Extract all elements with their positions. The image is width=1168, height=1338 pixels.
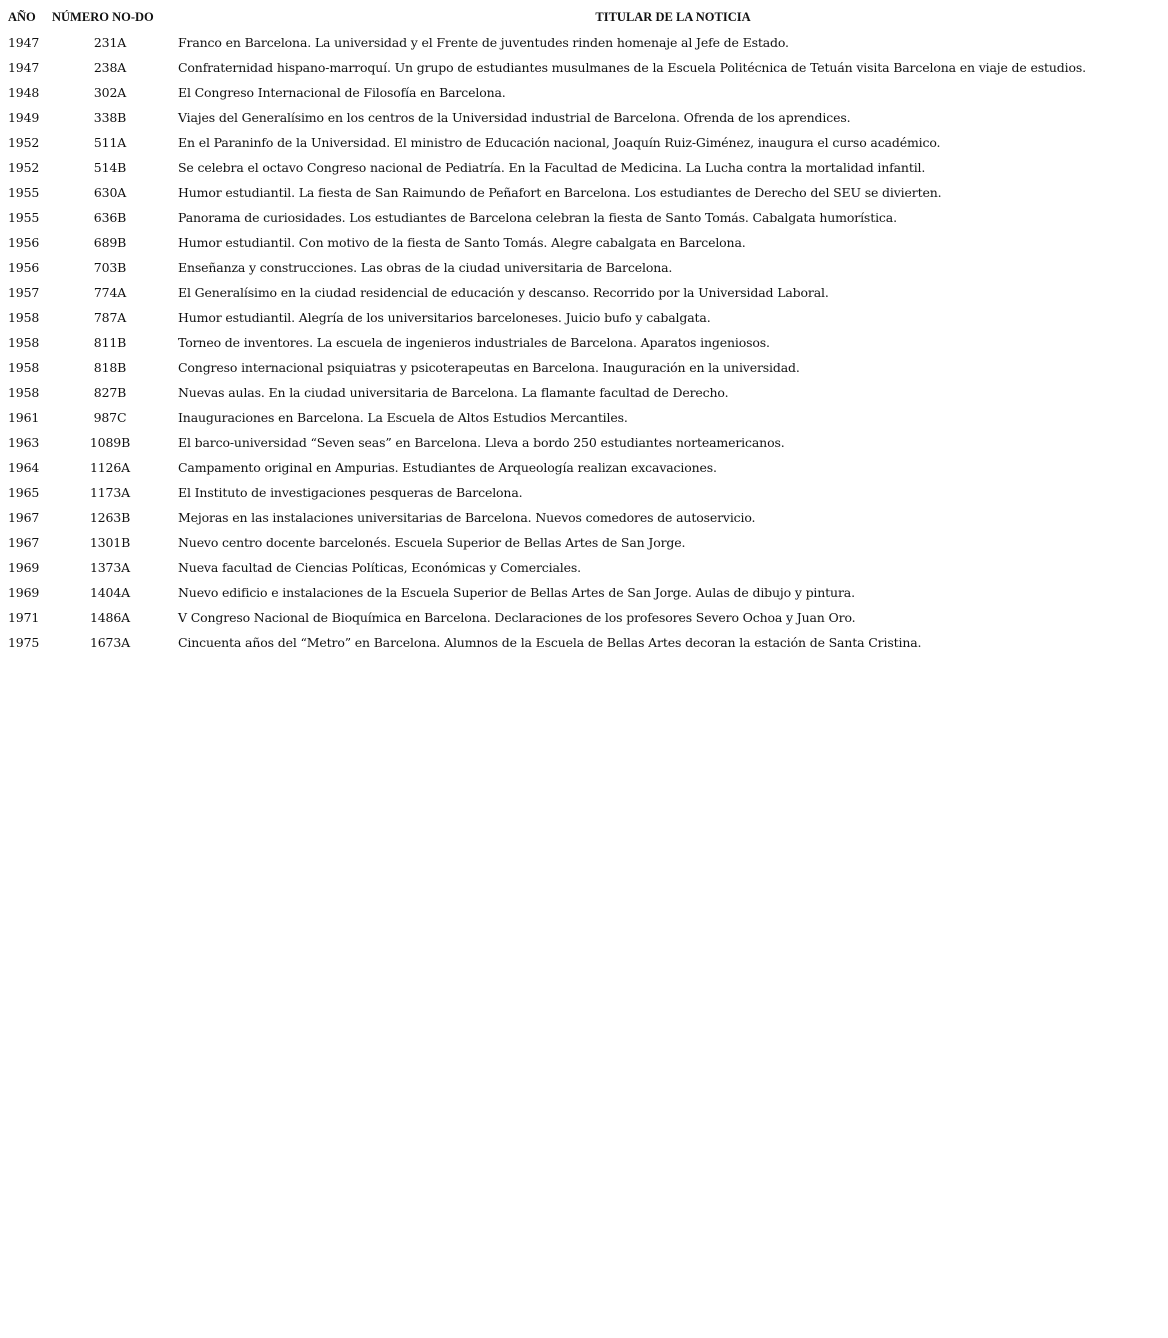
cell-number: 302A	[93, 85, 127, 100]
table-row	[0, 355, 1168, 380]
cell-year: 1961	[8, 410, 40, 425]
cell-number: 1126A	[89, 460, 131, 475]
cell-number: 1089B	[89, 435, 131, 450]
cell-number: 630A	[93, 185, 127, 200]
cell-year: 1956	[8, 260, 40, 275]
table-row	[0, 155, 1168, 180]
cell-year: 1957	[8, 285, 40, 300]
cell-year: 1967	[8, 510, 40, 525]
cell-year: 1958	[8, 310, 40, 325]
table-row	[0, 105, 1168, 130]
table-row	[0, 205, 1168, 230]
cell-number: 511A	[93, 135, 127, 150]
cell-year: 1958	[8, 335, 40, 350]
cell-number: 1263B	[89, 510, 131, 525]
cell-title: Nuevo centro docente barcelonés. Escuela Superior de Bellas Artes de San Jorge.	[178, 535, 686, 550]
cell-number: 787A	[93, 310, 127, 325]
table-row	[0, 330, 1168, 355]
table-row	[0, 130, 1168, 155]
cell-year: 1969	[8, 585, 40, 600]
cell-title: El Congreso Internacional de Filosofía en Barcelona.	[178, 85, 506, 100]
cell-title: Enseñanza y construcciones. Las obras de la ciudad universitaria de Barcelona.	[178, 260, 673, 275]
cell-number: 231A	[93, 35, 127, 50]
table-row	[0, 605, 1168, 630]
cell-number: 1373A	[89, 560, 131, 575]
header-title: TITULAR DE LA NOTICIA	[595, 10, 751, 24]
table-row	[0, 380, 1168, 405]
cell-title: Nuevo edificio e instalaciones de la Escuela Superior de Bellas Artes de San Jorge. Aulas de dibujo y pintura.	[178, 585, 855, 600]
cell-number: 514B	[93, 160, 127, 175]
cell-number: 987C	[93, 410, 127, 425]
cell-number: 238A	[93, 60, 127, 75]
cell-year: 1975	[8, 635, 40, 650]
cell-number: 827B	[93, 385, 127, 400]
cell-title: Franco en Barcelona. La universidad y el Frente de juventudes rinden homenaje al Jefe de Estado.	[178, 35, 789, 50]
cell-title: El Generalísimo en la ciudad residencial de educación y descanso. Recorrido por la Universidad Laboral.	[178, 285, 829, 300]
header-number: NÚMERO NO-DO	[52, 10, 154, 24]
table-row	[0, 305, 1168, 330]
cell-title: Inauguraciones en Barcelona. La Escuela de Altos Estudios Mercantiles.	[178, 410, 628, 425]
cell-title: Humor estudiantil. La fiesta de San Raimundo de Peñafort en Barcelona. Los estudiantes de Derecho del SEU se divierten.	[178, 185, 942, 200]
cell-year: 1964	[8, 460, 40, 475]
table-row	[0, 230, 1168, 255]
cell-number: 1301B	[89, 535, 131, 550]
cell-number: 1673A	[89, 635, 131, 650]
table-row	[0, 255, 1168, 280]
cell-number: 689B	[93, 235, 127, 250]
cell-title: Se celebra el octavo Congreso nacional de Pediatría. En la Facultad de Medicina. La Lucha contra la mortalidad infantil.	[178, 160, 926, 175]
table-row	[0, 30, 1168, 55]
table-row	[0, 80, 1168, 105]
cell-number: 636B	[93, 210, 127, 225]
cell-title: Panorama de curiosidades. Los estudiantes de Barcelona celebran la fiesta de Santo Tomás. Cabalgata humorística.	[178, 210, 897, 225]
cell-number: 811B	[93, 335, 127, 350]
cell-number: 338B	[93, 110, 127, 125]
cell-title: Congreso internacional psiquiatras y psicoterapeutas en Barcelona. Inauguración en la universidad.	[178, 360, 800, 375]
cell-year: 1952	[8, 135, 40, 150]
cell-year: 1963	[8, 435, 40, 450]
cell-title: Mejoras en las instalaciones universitarias de Barcelona. Nuevos comedores de autoservicio.	[178, 510, 756, 525]
table-row	[0, 480, 1168, 505]
cell-year: 1958	[8, 360, 40, 375]
cell-title: Cincuenta años del “Metro” en Barcelona. Alumnos de la Escuela de Bellas Artes decoran la estación de Santa Cristina.	[178, 635, 922, 650]
table-header-row	[0, 5, 1168, 30]
table-row	[0, 405, 1168, 430]
cell-year: 1948	[8, 85, 40, 100]
table-row	[0, 455, 1168, 480]
cell-number: 1486A	[89, 610, 131, 625]
cell-title: El Instituto de investigaciones pesqueras de Barcelona.	[178, 485, 523, 500]
table-row	[0, 430, 1168, 455]
cell-year: 1955	[8, 185, 40, 200]
cell-title: Viajes del Generalísimo en los centros de la Universidad industrial de Barcelona. Ofrenda de los aprendices.	[178, 110, 851, 125]
cell-number: 1173A	[89, 485, 131, 500]
table-row	[0, 555, 1168, 580]
cell-number: 1404A	[89, 585, 131, 600]
cell-title: El barco-universidad “Seven seas” en Barcelona. Lleva a bordo 250 estudiantes norteamericanos.	[178, 435, 785, 450]
cell-title: Nueva facultad de Ciencias Políticas, Económicas y Comerciales.	[178, 560, 581, 575]
cell-title: Confraternidad hispano-marroquí. Un grupo de estudiantes musulmanes de la Escuela Politécnica de Tetuán visita Barcelona en viaje de estudios.	[178, 60, 1086, 75]
cell-year: 1956	[8, 235, 40, 250]
cell-year: 1952	[8, 160, 40, 175]
header-year: AÑO	[8, 10, 36, 24]
table-row	[0, 55, 1168, 80]
cell-year: 1958	[8, 385, 40, 400]
cell-title: En el Paraninfo de la Universidad. El ministro de Educación nacional, Joaquín Ruiz-Giménez, inaugura el curso académico.	[178, 135, 941, 150]
news-table	[0, 5, 1168, 655]
cell-number: 703B	[93, 260, 127, 275]
cell-year: 1967	[8, 535, 40, 550]
table-row	[0, 580, 1168, 605]
cell-title: Humor estudiantil. Alegría de los universitarios barceloneses. Juicio bufo y cabalgata.	[178, 310, 711, 325]
cell-year: 1949	[8, 110, 40, 125]
cell-year: 1965	[8, 485, 40, 500]
cell-title: Torneo de inventores. La escuela de ingenieros industriales de Barcelona. Aparatos ingeniosos.	[178, 335, 770, 350]
cell-year: 1955	[8, 210, 40, 225]
table-row	[0, 280, 1168, 305]
cell-year: 1971	[8, 610, 40, 625]
cell-number: 818B	[93, 360, 127, 375]
cell-year: 1947	[8, 60, 40, 75]
cell-title: V Congreso Nacional de Bioquímica en Barcelona. Declaraciones de los profesores Severo Ochoa y Juan Oro.	[178, 610, 856, 625]
table-row	[0, 630, 1168, 655]
table-row	[0, 530, 1168, 555]
cell-title: Humor estudiantil. Con motivo de la fiesta de Santo Tomás. Alegre cabalgata en Barcelona.	[178, 235, 746, 250]
table-body	[0, 30, 1168, 655]
cell-year: 1947	[8, 35, 40, 50]
cell-year: 1969	[8, 560, 40, 575]
cell-title: Nuevas aulas. En la ciudad universitaria de Barcelona. La flamante facultad de Derecho.	[178, 385, 729, 400]
table-row	[0, 180, 1168, 205]
cell-number: 774A	[93, 285, 127, 300]
cell-title: Campamento original en Ampurias. Estudiantes de Arqueología realizan excavaciones.	[178, 460, 717, 475]
table-row	[0, 505, 1168, 530]
